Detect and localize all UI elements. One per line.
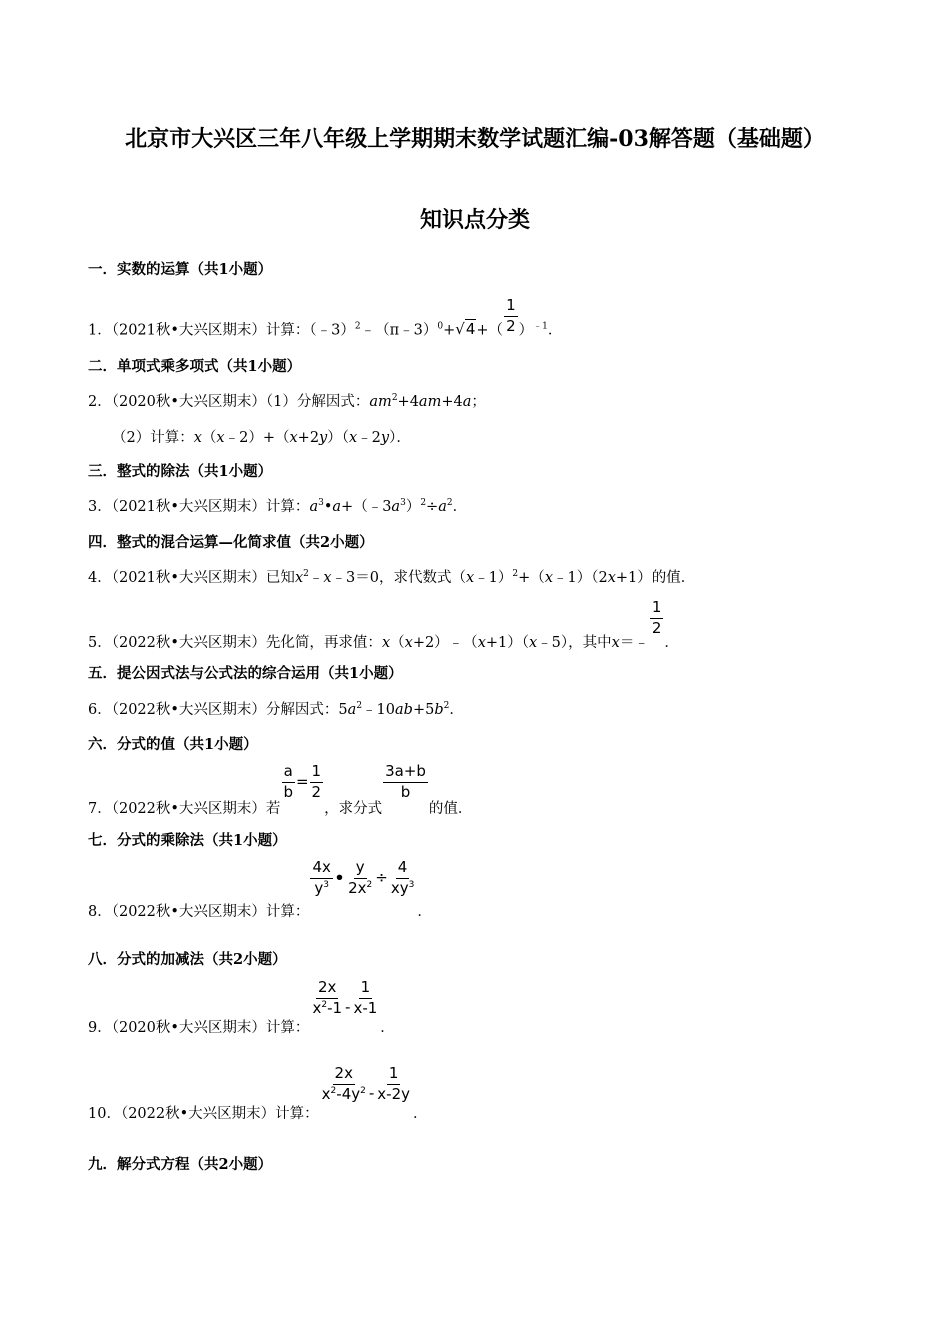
fraction: $\frac{4}{xy^3}$ [390, 858, 415, 897]
section-heading: 五．提公因式法与公式法的综合运用（共1小题） [88, 665, 403, 682]
fraction: $\frac{4x}{y^3}$ [312, 858, 331, 897]
section-heading: 九．解分式方程（共2小题） [88, 1156, 273, 1173]
fraction: $\frac{1}{2}$ [506, 296, 516, 335]
question-2: 2．（2020秋•大兴区期末）（1）分解因式：$am^2+4am+4a$； [88, 393, 486, 410]
question-1: 1．（2021秋•大兴区期末）计算：（﹣3）$^2$﹣（π﹣3）$^0$+√4+（ $\frac{1}{2}$ ）$^{﹣1}$． [88, 296, 563, 339]
question-2-part-2: （2）计算：x（x﹣2）+（x+2y）（x﹣2y）． [112, 430, 411, 446]
document-subtitle: 知识点分类 [419, 207, 530, 233]
section-heading: 四．整式的混合运算—化简求值（共2小题） [88, 534, 374, 551]
question-6: 6．（2022秋•大兴区期末）分解因式：$5a^2﹣10ab+5b^2$． [88, 701, 464, 718]
fraction: $\frac{a}{b}$ [283, 762, 293, 801]
question-8: 8．（2022秋•大兴区期末）计算： $\frac{4x}{y^3}$ • $\frac{y}{2x^2}$ ÷ $\frac{4}{xy^3}$ ． [88, 858, 432, 921]
fraction: $\frac{1}{x-1}$ [353, 978, 378, 1017]
fraction: $\frac{2x}{x^2-1}$ [312, 978, 343, 1017]
section-heading: 二．单项式乘多项式（共1小题） [88, 358, 302, 375]
section-heading: 三．整式的除法（共1小题） [88, 463, 273, 480]
question-10: 10．（2022秋•大兴区期末）计算： $\frac{2x}{x^2-4y^2}$ - $\frac{1}{x-2y}$ ． [88, 1064, 428, 1123]
question-9: 9．（2020秋•大兴区期末）计算： $\frac{2x}{x^2-1}$ - $\frac{1}{x-1}$ ． [88, 978, 395, 1037]
section-heading: 七．分式的乘除法（共1小题） [88, 832, 287, 849]
sqrt-symbol: √4 [455, 320, 476, 339]
question-7: 7．（2022秋•大兴区期末）若 $\frac{a}{b}$ = $\frac{1}{2}$ ，求分式 $\frac{3a+b}{b}$ 的值． [88, 762, 473, 818]
document-title: 北京市大兴区三年八年级上学期期末数学试题汇编-03解答题（基础题） [125, 126, 825, 152]
section-heading: 一．实数的运算（共1小题） [88, 261, 273, 278]
fraction: $\frac{y}{2x^2}$ [348, 858, 373, 897]
fraction: $\frac{1}{2}$ [651, 598, 662, 637]
section-heading: 六．分式的值（共1小题） [88, 736, 258, 753]
question-5: 5．（2022秋•大兴区期末）先化简，再求值：x（x+2）﹣（x+1）（x﹣5），其中x＝﹣ $\frac{1}{2}$ ． [88, 598, 679, 652]
question-3: 3．（2021秋•大兴区期末）计算：$a^3•a+(﹣3a^3)^2\div a^2$． [88, 498, 468, 515]
section-heading: 八．分式的加减法（共2小题） [88, 951, 287, 968]
fraction: $\frac{3a+b}{b}$ [385, 762, 426, 801]
fraction: $\frac{1}{x-2y}$ [377, 1064, 410, 1103]
fraction: $\frac{2x}{x^2-4y^2}$ [321, 1064, 366, 1103]
question-4: 4．（2021秋•大兴区期末）已知$x^2﹣x﹣3=0$，求代数式（x﹣1）$^2$+（x﹣1）（2x+1）的值． [88, 569, 696, 586]
fraction: $\frac{1}{2}$ [311, 762, 322, 801]
